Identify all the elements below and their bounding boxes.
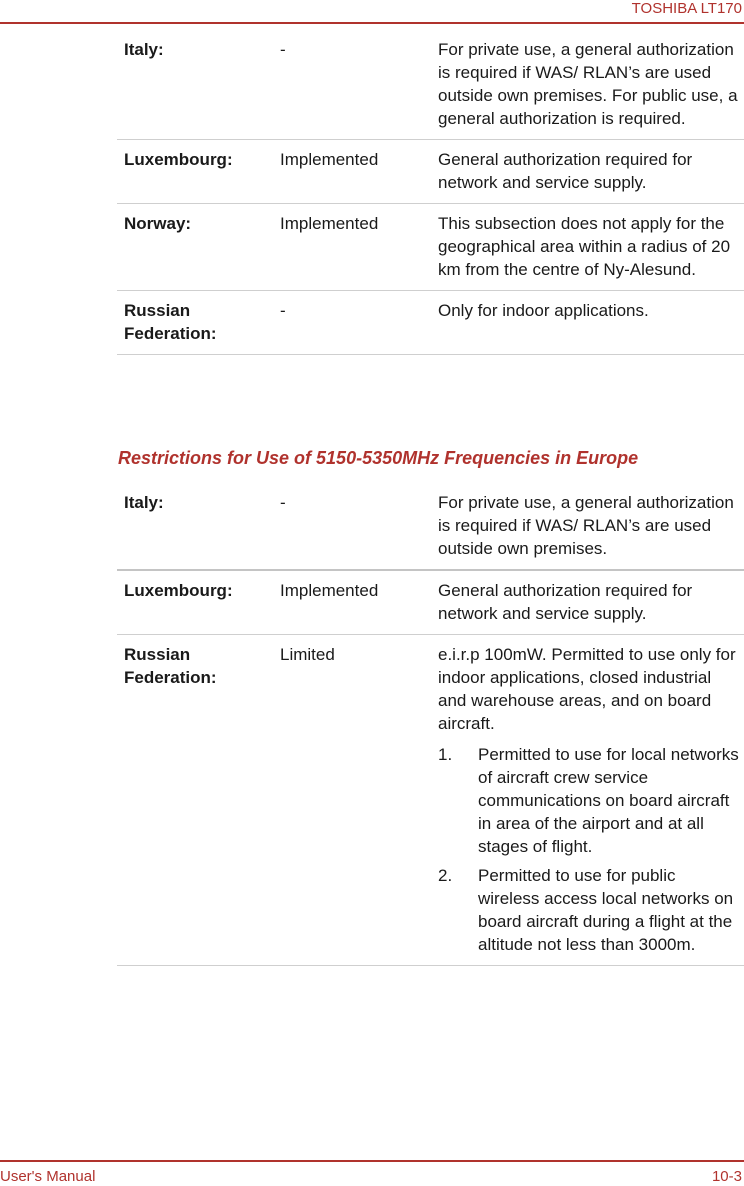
- table-row: [117, 571, 744, 635]
- list-item: [438, 864, 740, 956]
- page-number: 10-3: [711, 1168, 742, 1185]
- country-cell: Italy:: [124, 493, 164, 512]
- header-title: TOSHIBA LT170: [631, 0, 742, 17]
- table-row: [117, 291, 744, 355]
- restrictions-table-general: [117, 30, 744, 355]
- status-cell: Implemented: [280, 581, 379, 600]
- note-cell: This subsection does not apply for the geographical area within a radius of 20 km from the centre of Ny-Alesund.: [438, 214, 731, 279]
- numbered-list: [438, 743, 740, 956]
- country-cell: Russian Federation:: [124, 645, 217, 687]
- list-text: Permitted to use for local networks of aircraft crew service communications on board aircraft in area of the airport and at all stages of flight.: [478, 745, 739, 856]
- list-item: [438, 743, 740, 858]
- note-cell: Only for indoor applications.: [438, 301, 649, 320]
- list-number: 1.: [438, 745, 453, 764]
- restrictions-table-5ghz: [117, 483, 744, 966]
- note-cell: For private use, a general authorization is required if WAS/ RLAN’s are used outside own premises. For public use, a general authorization is required.: [438, 40, 738, 128]
- country-cell: Italy:: [124, 40, 164, 59]
- footer-rule: [0, 1160, 744, 1162]
- country-cell: Luxembourg:: [124, 581, 233, 600]
- list-number: 2.: [438, 866, 453, 885]
- country-cell: Norway:: [124, 214, 192, 233]
- section-heading: Restrictions for Use of 5150-5350MHz Frequencies in Europe: [118, 448, 639, 468]
- status-cell: Limited: [280, 645, 335, 664]
- note-cell: General authorization required for network and service supply.: [438, 581, 693, 623]
- status-cell: -: [280, 301, 286, 320]
- note-cell: For private use, a general authorization is required if WAS/ RLAN’s are used outside own premises.: [438, 493, 734, 558]
- country-cell: Russian Federation:: [124, 301, 217, 343]
- table-row: [117, 483, 744, 571]
- note-cell: [431, 643, 744, 956]
- note-cell: General authorization required for network and service supply.: [438, 150, 693, 192]
- table-row: [117, 30, 744, 140]
- status-cell: -: [280, 493, 286, 512]
- table-row: [117, 204, 744, 291]
- table-row: [117, 140, 744, 204]
- status-cell: -: [280, 40, 286, 59]
- footer-manual-label: User's Manual: [0, 1168, 96, 1185]
- status-cell: Implemented: [280, 214, 379, 233]
- status-cell: Implemented: [280, 150, 379, 169]
- list-text: Permitted to use for public wireless access local networks on board aircraft during a flight at the altitude not less than 3000m.: [478, 866, 734, 954]
- country-cell: Luxembourg:: [124, 150, 233, 169]
- table-row: [117, 635, 744, 966]
- header-rule: [0, 22, 744, 24]
- note-text: e.i.r.p 100mW. Permitted to use only for indoor applications, closed industrial and warehouse areas, and on board aircraft.: [438, 645, 736, 733]
